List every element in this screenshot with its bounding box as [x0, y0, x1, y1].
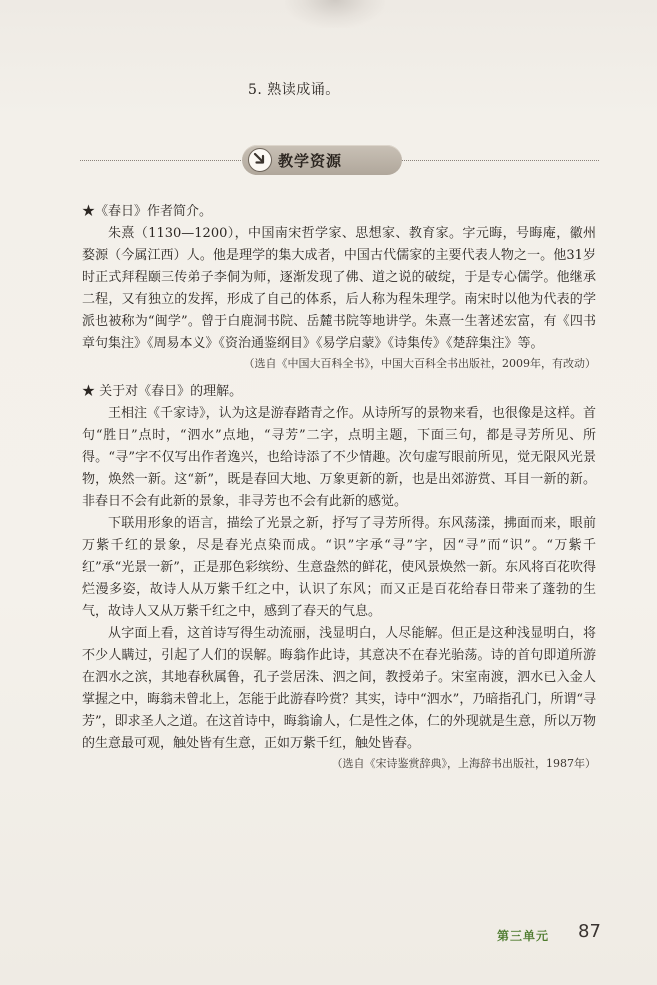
section-header-pill [242, 145, 402, 175]
list-item-5: 5. 熟读成诵。 [248, 82, 340, 98]
top-shadow [285, 0, 385, 28]
author-section [82, 201, 596, 373]
understanding-heading: ★ 关于对《春日》的理解。 [82, 384, 243, 399]
arrow-circle-icon [248, 148, 272, 172]
author-paragraph: 朱熹（1130—1200），中国南宋哲学家、思想家、教育家。字元晦，号晦庵，徽州婺源（今属江西）人。他是理学的集大成者，中国古代儒家的主要代表人物之一。他31岁时正式拜程颐三传弟子李侗为师，逐渐发现了佛、道之说的破绽，于是专心儒学。他继承二程，又有独立的发挥，形成了自己的体系，后人称为程朱理学。南宋时以他为代表的学派也被称为“闽学”。曾于白鹿洞书院、岳麓书院等地讲学。朱熹一生著述宏富，有《四书章句集注》《周易本义》《资治通鉴纲目》《易学启蒙》《诗集传》《楚辞集注》等。 [82, 226, 596, 351]
author-heading: ★《春日》作者简介。 [82, 204, 213, 219]
understanding-paragraph-3: 从字面上看，这首诗写得生动流丽，浅显明白，人尽能解。但正是这种浅显明白，将不少人瞒过，引起了人们的误解。晦翁作此诗，其意决不在春光骀荡。诗的首句即道所游在泗水之滨，其地春秋属鲁，孔子尝居洙、泗之间，教授弟子。宋室南渡，泗水已入金人掌握之中，晦翁未曾北上，怎能于此游春吟赏？其实，诗中“泗水”，乃暗指孔门，所谓“寻芳”，即求圣人之道。在这首诗中，晦翁谕人，仁是性之体，仁的外现就是生意，所以万物的生意最可观，触处皆有生意，正如万紫千红，触处皆春。 [82, 626, 596, 751]
understanding-paragraph-1: 王相注《千家诗》，认为这是游春踏青之作。从诗所写的景物来看，也很像是这样。首句“胜日”点时，“泗水”点地，“寻芳”二字，点明主题，下面三句，都是寻芳所见、所得。“寻”字不仅写出作者逸兴，也给诗添了不少情趣。次句虚写眼前所见，觉无限风光景物，焕然一新。这“新”，既是春回大地、万象更新的新，也是出郊游赏、耳目一新的新。非春日不会有此新的景象，非寻芳也不会有此新的感觉。 [82, 406, 596, 509]
page-number: 87 [578, 921, 601, 942]
unit-label: 第三单元 [497, 929, 550, 943]
section-title: 教学资源 [278, 152, 343, 170]
section-header-bar [80, 145, 599, 177]
author-source: （选自《中国大百科全书》，中国大百科全书出版社，2009年，有改动） [243, 357, 596, 370]
understanding-paragraph-2: 下联用形象的语言，描绘了光景之新，抒写了寻芳所得。东风荡漾，拂面而来，眼前万紫千红的景象，尽是春光点染而成。“识”字承“寻”字，因“寻”而“识”。“万紫千红”承“光景一新”，正是那色彩缤纷、生意盎然的鲜花，使风景焕然一新。东风将百花吹得烂漫多姿，故诗人从万紫千红之中，认识了东风；而又正是百花给春日带来了蓬勃的生气，故诗人又从万紫千红之中，感到了春天的气息。 [82, 516, 596, 619]
understanding-source: （选自《宋诗鉴赏辞典》，上海辞书出版社，1987年） [331, 757, 596, 770]
understanding-section [82, 381, 596, 773]
